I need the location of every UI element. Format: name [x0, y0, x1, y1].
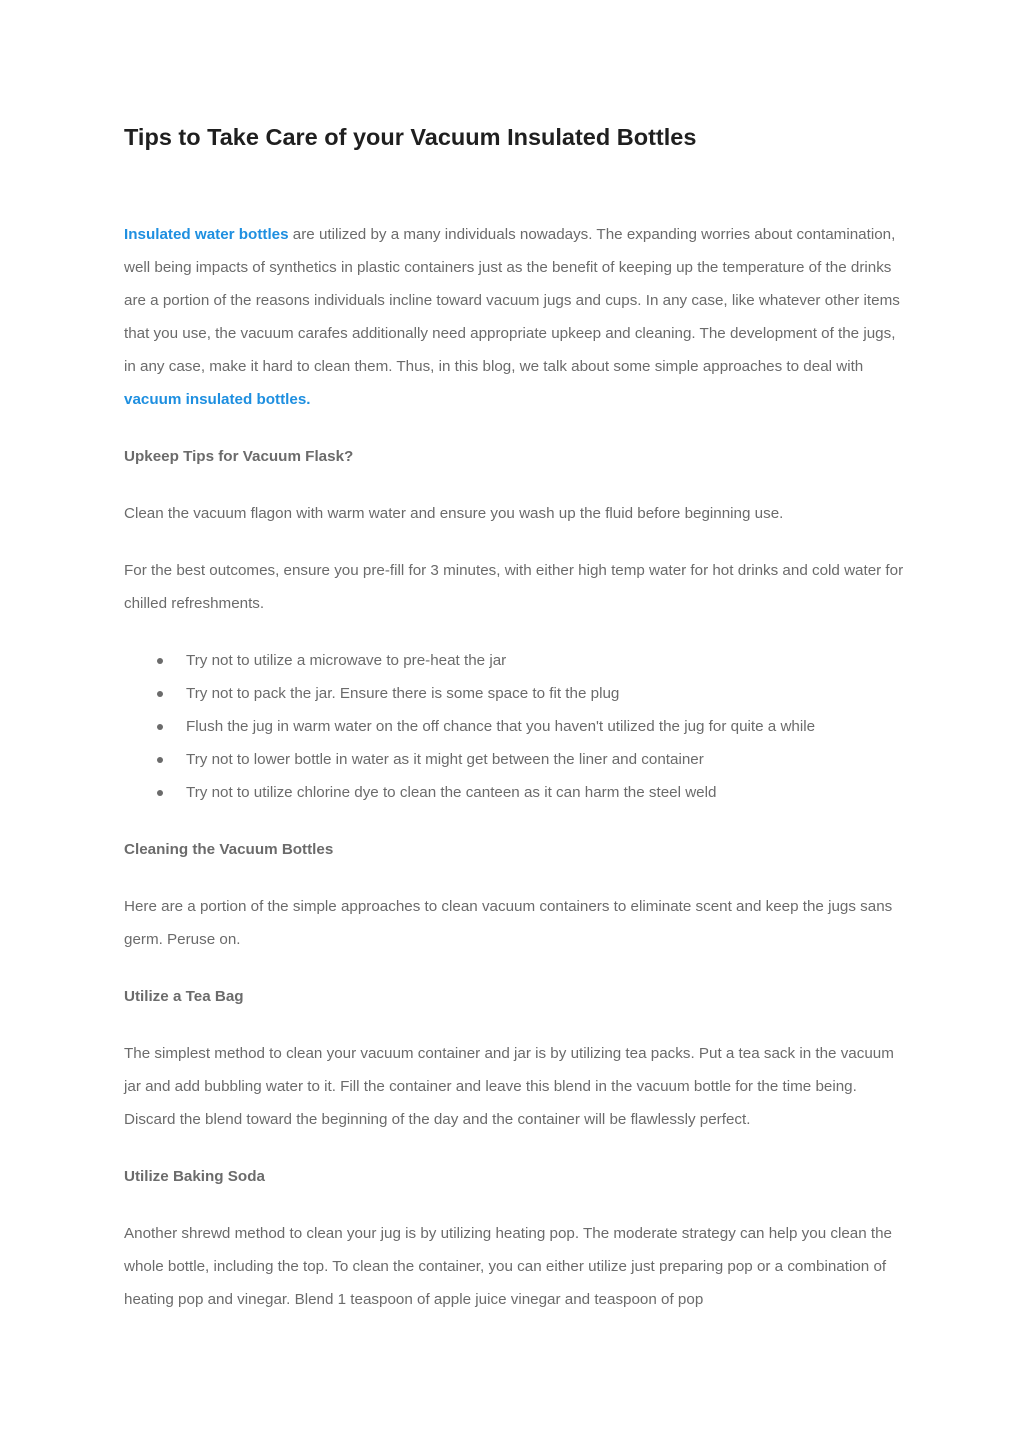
bullet-icon: [157, 790, 163, 796]
list-item: [124, 710, 904, 743]
list-item: [124, 776, 904, 809]
bullet-icon: [157, 691, 163, 697]
intro-text: are utilized by a many individuals nowadays. The expanding worries about contamination, well being impacts of synthetics in plastic containers just as the benefit of keeping up the temperature of the drinks are a portion of the reasons individuals incline toward vacuum jugs and cups. In any case, like whatever other items that you use, the vacuum carafes additionally need appropriate upkeep and cleaning. The development of the jugs, in any case, make it hard to clean them. Thus, in this blog, we talk about some simple approaches to deal with: [124, 226, 900, 375]
list-item: [124, 743, 904, 776]
upkeep-paragraph-2: For the best outcomes, ensure you pre-fill for 3 minutes, with either high temp water for hot drinks and cold water for chilled refreshments.: [124, 562, 904, 612]
upkeep-bullet-list: [124, 644, 904, 809]
insulated-water-bottles-link[interactable]: Insulated water bottles: [124, 226, 289, 243]
upkeep-paragraph-1: Clean the vacuum flagon with warm water and ensure you wash up the fluid before beginning use.: [124, 505, 784, 522]
list-item: [124, 644, 904, 677]
list-item-text: Try not to lower bottle in water as it might get between the liner and container: [186, 751, 704, 768]
cleaning-paragraph: Here are a portion of the simple approaches to clean vacuum containers to eliminate scent and keep the jugs sans germ. Peruse on.: [124, 898, 893, 948]
intro-paragraph: [124, 218, 904, 416]
vacuum-insulated-bottles-link[interactable]: vacuum insulated bottles.: [124, 391, 311, 408]
baking-soda-paragraph: Another shrewd method to clean your jug is by utilizing heating pop. The moderate strategy can help you clean the whole bottle, including the top. To clean the container, you can either utilize just preparing pop or a combination of heating pop and vinegar. Blend 1 teaspoon of apple juice vinegar and teaspoon of pop: [124, 1225, 892, 1308]
list-item-text: Try not to pack the jar. Ensure there is some space to fit the plug: [186, 685, 620, 702]
page-title: Tips to Take Care of your Vacuum Insulated Bottles: [124, 124, 697, 150]
list-item: [124, 677, 904, 710]
list-item-text: Try not to utilize chlorine dye to clean the canteen as it can harm the steel weld: [186, 784, 717, 801]
bullet-icon: [157, 724, 163, 730]
bullet-icon: [157, 757, 163, 763]
cleaning-heading: Cleaning the Vacuum Bottles: [124, 841, 334, 858]
bullet-icon: [157, 658, 163, 664]
list-item-text: Try not to utilize a microwave to pre-heat the jar: [186, 652, 507, 669]
tea-bag-paragraph: The simplest method to clean your vacuum container and jar is by utilizing tea packs. Put a tea sack in the vacuum jar and add bubbling water to it. Fill the container and leave this blend in the vacuum bottle for the time being. Discard the blend toward the beginning of the day and the container will be flawlessly perfect.: [124, 1045, 894, 1128]
baking-soda-heading: Utilize Baking Soda: [124, 1168, 265, 1185]
tea-bag-heading: Utilize a Tea Bag: [124, 988, 244, 1005]
upkeep-heading: Upkeep Tips for Vacuum Flask?: [124, 448, 354, 465]
list-item-text: Flush the jug in warm water on the off chance that you haven't utilized the jug for quite a while: [186, 718, 816, 735]
